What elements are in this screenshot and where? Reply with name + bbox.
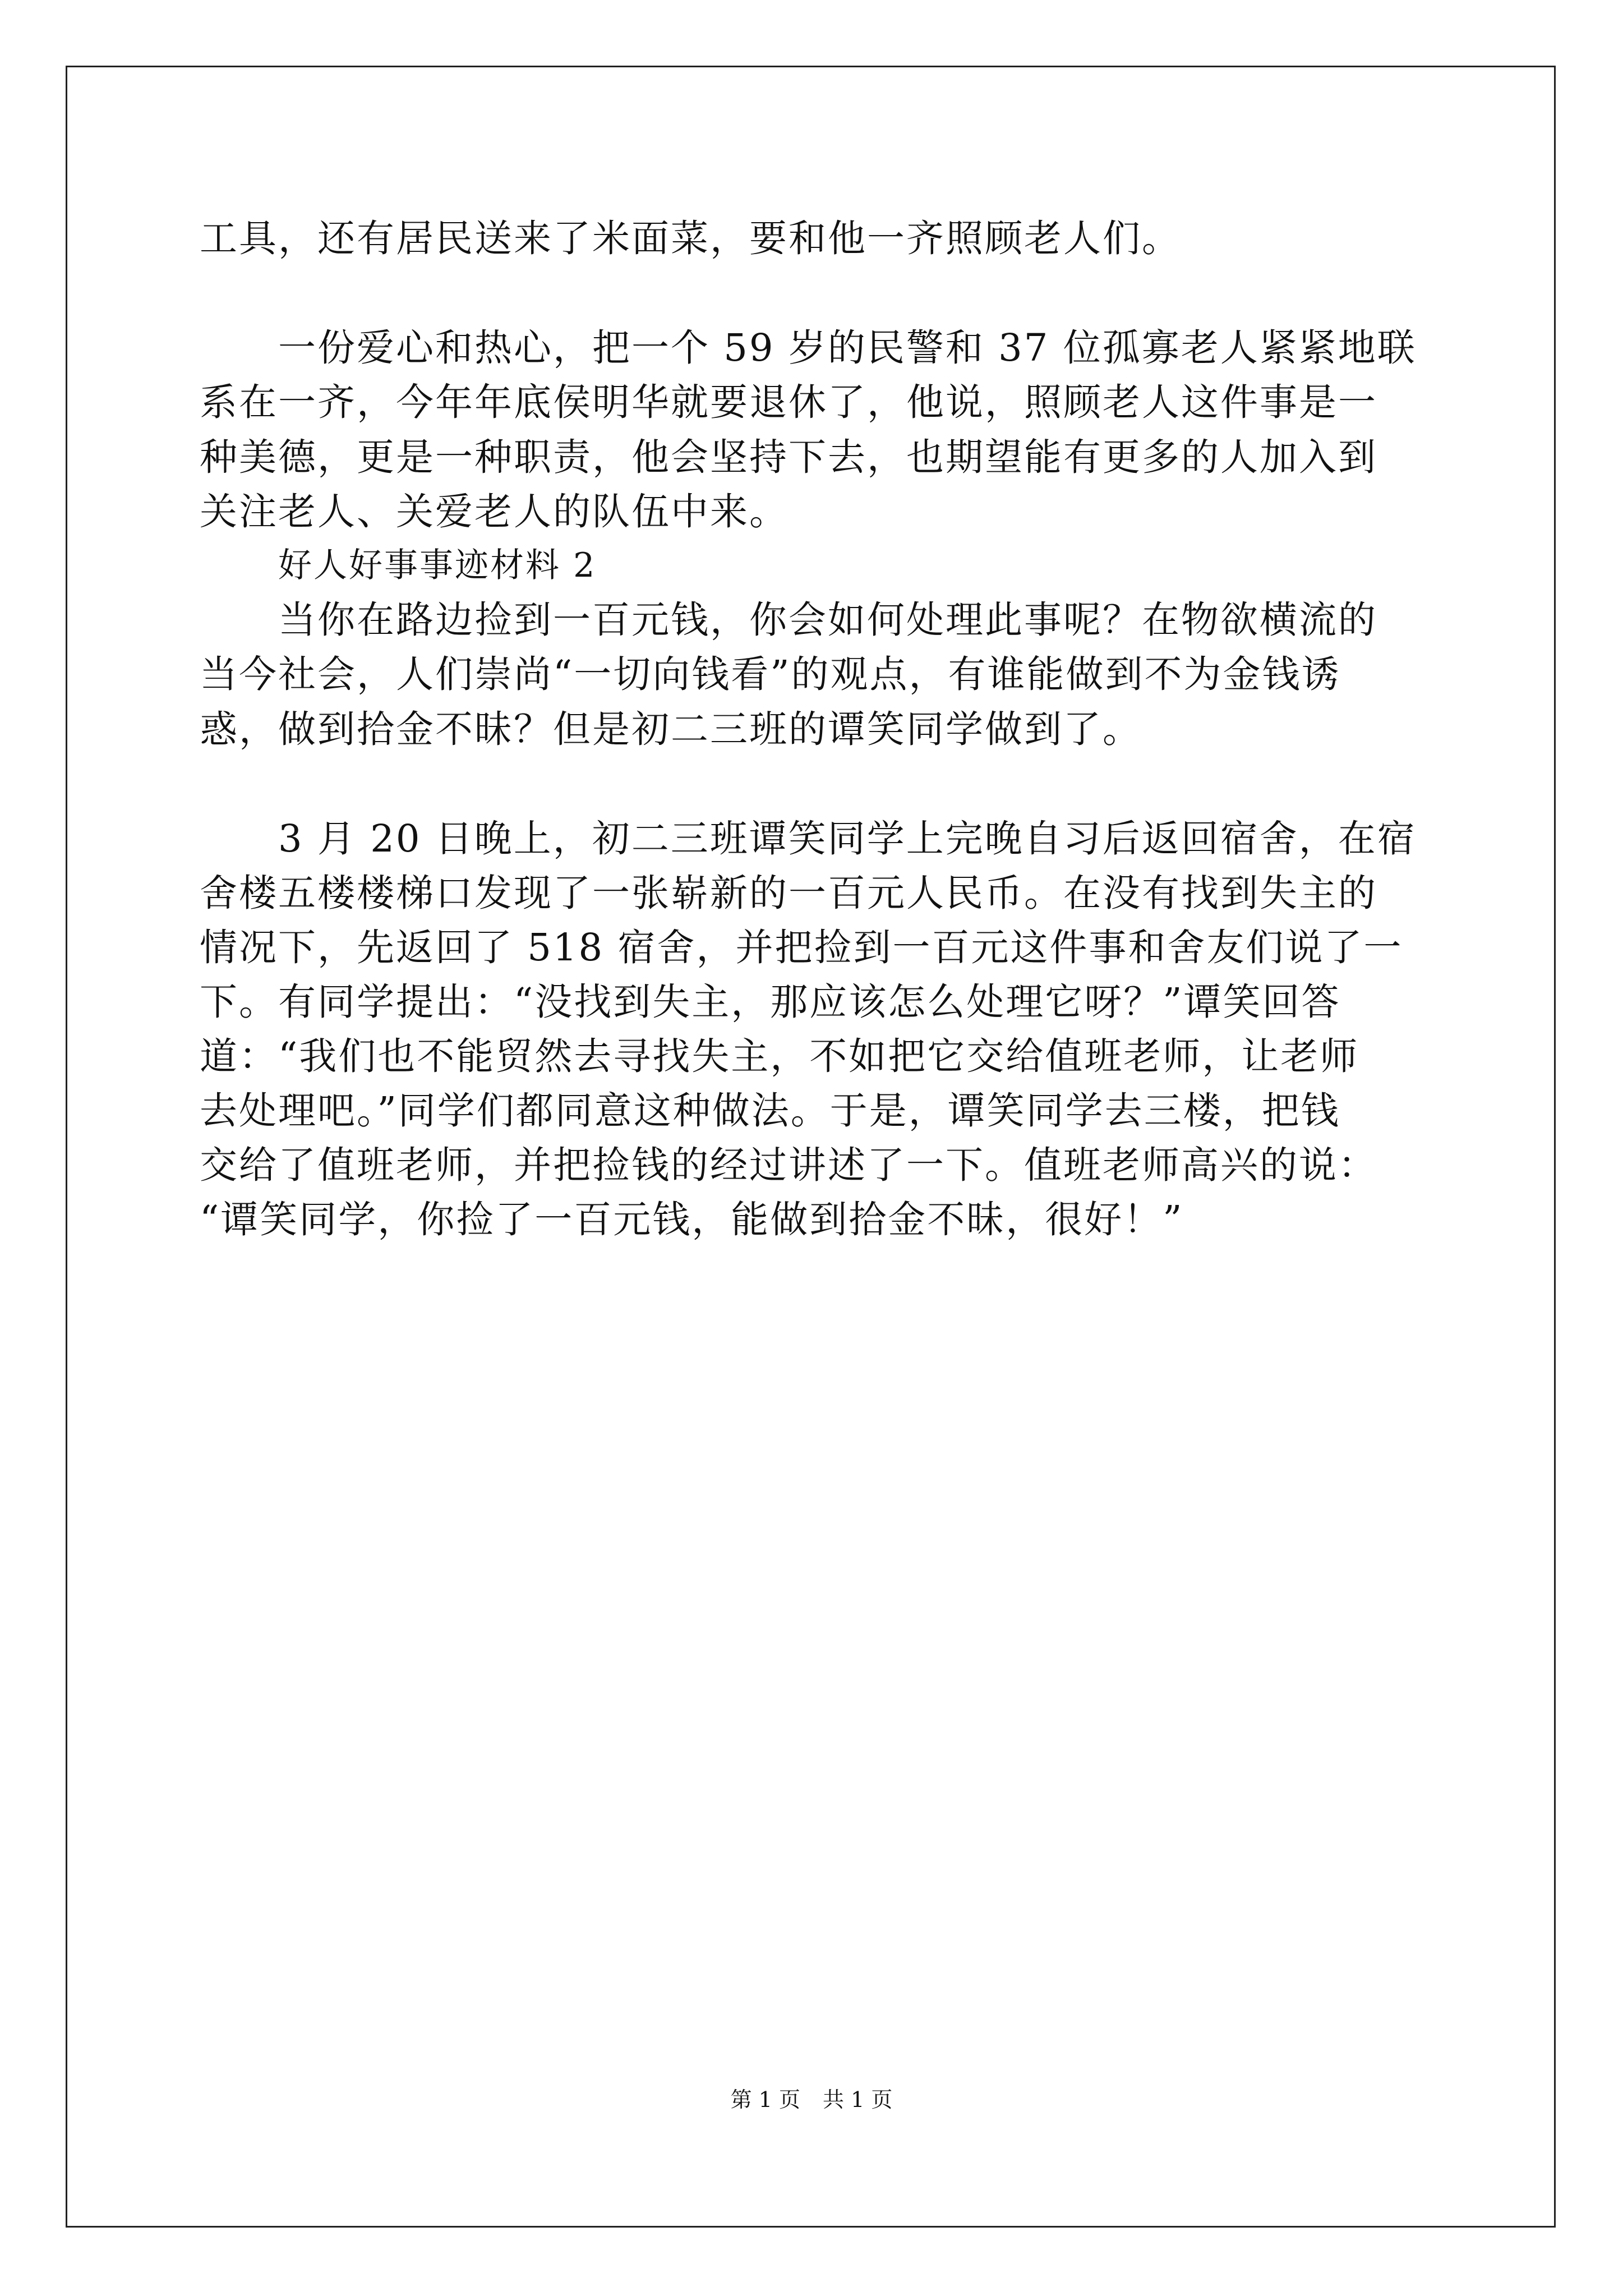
- text-line: 种美德，更是一种职责，他会坚持下去，也期望能有更多的人加入到: [200, 435, 1377, 479]
- text-line: 交给了值班老师，并把捡钱的经过讲述了一下。值班老师高兴的说：: [200, 1143, 1377, 1187]
- paragraph-start: 一份爱心和热心，把一个 59 岁的民警和 37 位孤寡老人紧紧地联: [278, 326, 1417, 370]
- text-line: 工具，还有居民送来了米面菜，要和他一齐照顾老人们。: [200, 217, 1181, 260]
- page-total: 共 1 页: [823, 2087, 893, 2112]
- text-line: 关注老人、关爱老人的队伍中来。: [200, 490, 789, 533]
- text-line: 道：“我们也不能贸然去寻找失主，不如把它交给值班老师，让老师: [200, 1034, 1359, 1078]
- text-line: 系在一齐，今年年底侯明华就要退休了，他说，照顾老人这件事是一: [200, 380, 1377, 424]
- text-line: “谭笑同学，你捡了一百元钱，能做到拾金不昧，很好！”: [200, 1198, 1184, 1241]
- text-line: 当今社会，人们崇尚“一切向钱看”的观点，有谁能做到不为金钱诱: [200, 652, 1341, 696]
- section-heading: 好人好事事迹材料 2: [278, 546, 597, 585]
- text-line: 情况下，先返回了 518 宿舍，并把捡到一百元这件事和舍友们说了一: [200, 926, 1403, 969]
- paragraph-start: 3 月 20 日晚上，初二三班谭笑同学上完晚自习后返回宿舍，在宿: [278, 817, 1417, 861]
- text-line: 去处理吧。”同学们都同意这种做法。于是，谭笑同学去三楼，把钱: [200, 1089, 1340, 1133]
- text-line: 下。有同学提出：“没找到失主，那应该怎么处理它呀？”谭笑回答: [200, 980, 1341, 1024]
- page-number: 第 1 页: [730, 2087, 800, 2112]
- text-line: 惑，做到拾金不昧？但是初二三班的谭笑同学做到了。: [200, 707, 1142, 751]
- page-footer: [0, 2086, 1623, 2114]
- paragraph-start: 当你在路边捡到一百元钱，你会如何处理此事呢？在物欲横流的: [278, 598, 1377, 642]
- text-line: 舍楼五楼楼梯口发现了一张崭新的一百元人民币。在没有找到失主的: [200, 871, 1377, 915]
